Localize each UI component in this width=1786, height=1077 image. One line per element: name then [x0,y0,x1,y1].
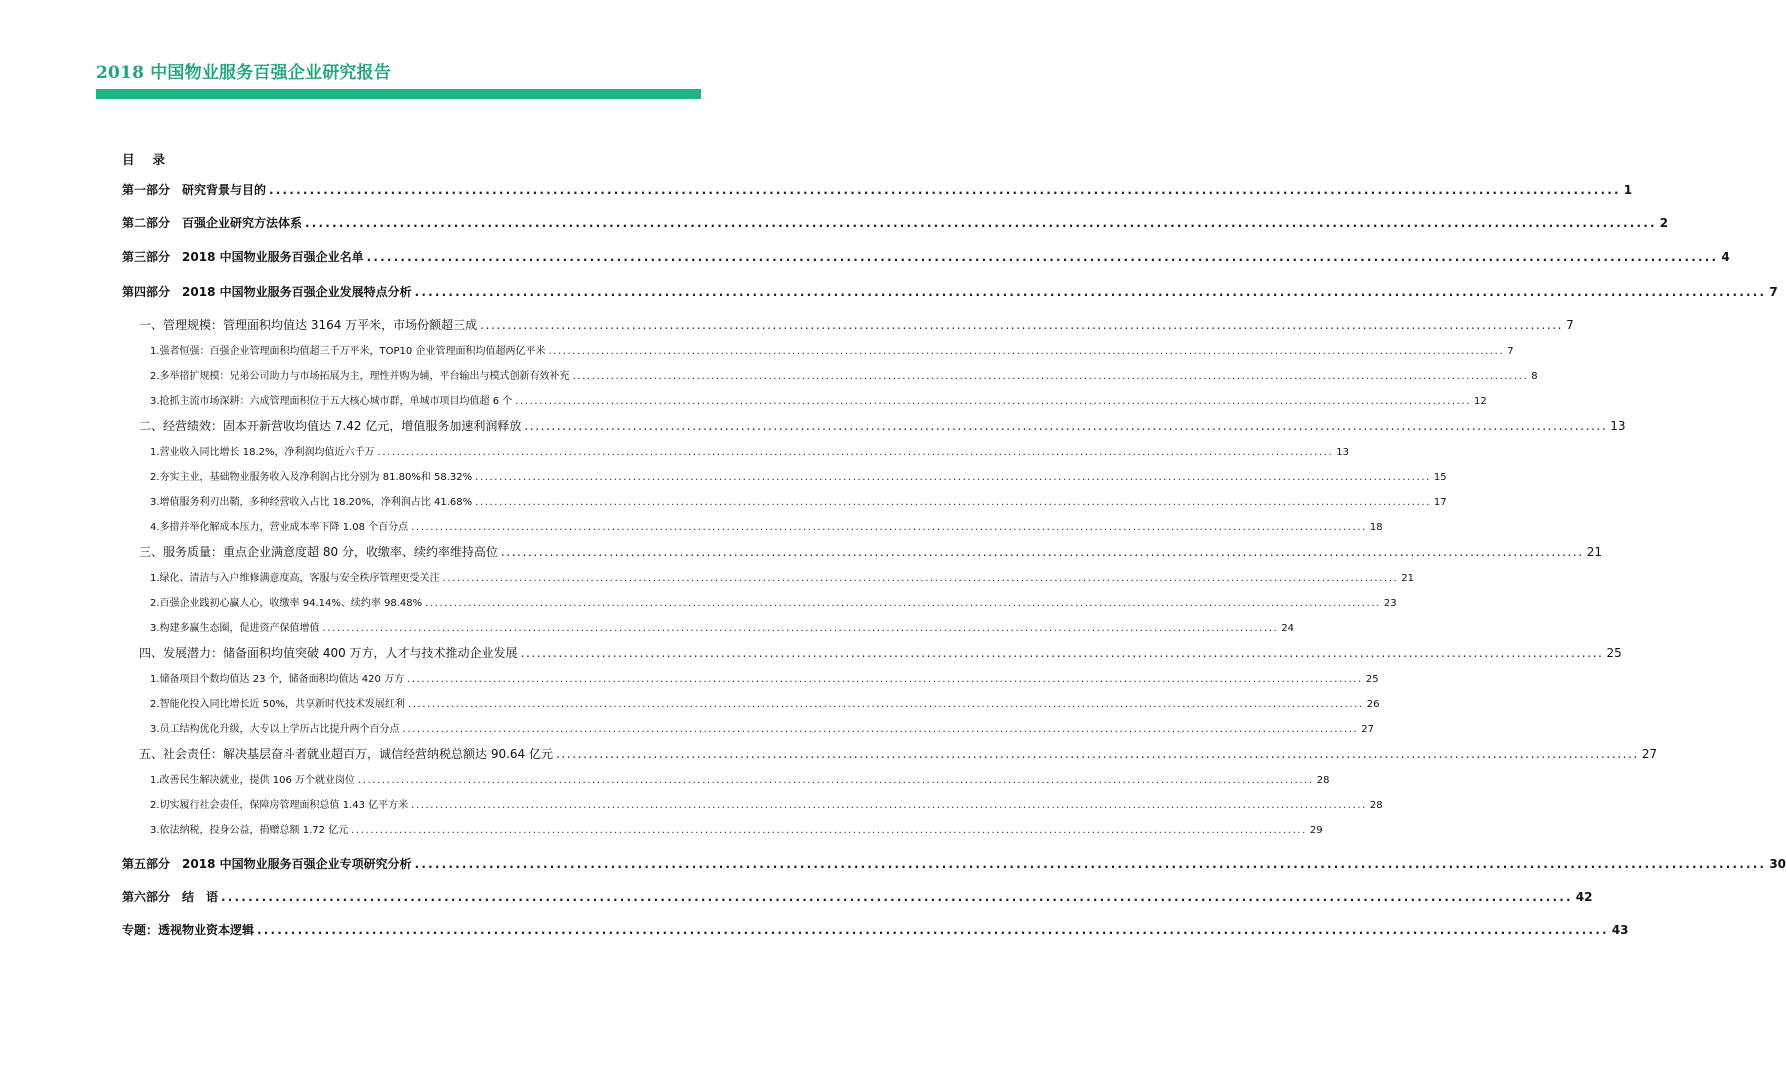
toc-entry-title [122,181,266,198]
toc-dot-leader: ........................................................................................................................................................................................................ [269,183,1621,197]
toc-entry-text: 专题：透视物业资本逻辑 [122,923,255,937]
toc-entry-title [122,855,412,872]
toc-entry-text: 2.智能化投入同比增长近 50%，共享新时代技术发展红利 [150,699,405,710]
toc-entry[interactable] [122,283,1778,300]
toc-page-number: 29 [1309,825,1323,836]
toc-dot-leader: ........................................................................................................................................................................................................ [402,724,1359,735]
toc-dot-leader: ........................................................................................................................................................................................................ [442,573,1399,584]
toc-entry-title [150,670,404,685]
toc-entry-text: 2.百强企业践初心赢人心，收缴率 94.14%、续约率 98.48% [150,598,423,609]
toc-page-number: 24 [1281,623,1295,634]
toc-page-number: 7 [1769,285,1778,299]
toc-entry-title [122,888,218,905]
toc-dot-leader: ........................................................................................................................................................................................................ [351,825,1307,836]
toc-entry-text: 1.储备项目个数均值达 23 个，储备面积均值达 420 万方 [150,674,405,685]
toc-entry-title [150,771,355,786]
toc-entry-part-label: 第六部分 [122,890,171,904]
toc-entry[interactable] [150,518,1383,533]
toc-entry[interactable] [150,670,1379,685]
toc-entry[interactable] [150,720,1375,735]
toc-entry[interactable] [150,771,1330,786]
toc-entry[interactable] [122,214,1669,231]
toc-page-number: 15 [1433,472,1447,483]
toc-entry-part-label: 第四部分 [122,285,171,299]
toc-page-number: 2 [1659,216,1669,230]
toc-entry-title [139,316,477,333]
toc-page-number: 17 [1433,497,1447,508]
toc-dot-leader: ........................................................................................................................................................................................................ [411,522,1367,533]
toc-entry[interactable] [150,392,1487,407]
toc-entry-title [122,248,364,265]
toc-entry[interactable] [122,248,1730,265]
toc-entry-text: 2018 中国物业服务百强企业专项研究分析 [182,857,412,871]
toc-dot-leader: ........................................................................................................................................................................................................ [500,545,1584,559]
toc-page-number: 8 [1531,371,1538,382]
toc-entry-text: 研究背景与目的 [182,183,267,197]
toc-entry[interactable] [150,695,1380,710]
toc-page-number: 23 [1383,598,1397,609]
toc-entry-text: 3.增值服务利刃出鞘，多种经营收入占比 18.20%，净利润占比 41.68% [150,497,473,508]
toc-entry[interactable] [150,594,1397,609]
toc-page-number: 27 [1641,747,1658,761]
toc-entry[interactable] [150,569,1415,584]
toc-entry-title [150,796,408,811]
toc-dot-leader: ........................................................................................................................................................................................................ [515,396,1472,407]
toc-dot-leader: ........................................................................................................................................................................................................ [414,857,1767,871]
toc-entry[interactable] [122,921,1629,938]
toc-entry-title [150,695,405,710]
toc-heading [122,150,165,168]
toc-page-number: 13 [1336,447,1349,458]
toc-page-number: 43 [1611,923,1629,937]
toc-entry-text: 三、服务质量：重点企业满意度超 80 分，收缴率、续约率维持高位 [139,545,498,559]
toc-page-number: 28 [1316,775,1330,786]
toc-entry-title [150,518,408,533]
toc-entry-title [150,594,422,609]
toc-entry[interactable] [150,796,1383,811]
toc-entry-title [150,392,512,407]
toc-dot-leader: ........................................................................................................................................................................................................ [425,598,1381,609]
toc-entry-text: 2018 中国物业服务百强企业名单 [182,250,364,264]
toc-page-number: 1 [1623,183,1633,197]
toc-dot-leader: ........................................................................................................................................................................................................ [407,674,1363,685]
toc-entry-part-label: 第五部分 [122,857,171,871]
toc-page-number: 7 [1566,318,1574,332]
toc-dot-leader: ........................................................................................................................................................................................................ [556,747,1639,761]
toc-dot-leader: ........................................................................................................................................................................................................ [548,346,1505,357]
toc-dot-leader: ........................................................................................................................................................................................................ [480,318,1564,332]
toc-page-number: 21 [1586,545,1603,559]
toc-entry[interactable] [139,417,1626,434]
toc-dot-leader: ........................................................................................................................................................................................................ [524,419,1608,433]
toc-entry-text: 3.构建多赢生态圈，促进资产保值增值 [150,623,320,634]
toc-entry-part-label: 第一部分 [122,183,171,197]
toc-page-number: 25 [1365,674,1379,685]
toc-entry[interactable] [150,493,1447,508]
toc-dot-leader: ........................................................................................................................................................................................................ [257,923,1609,937]
toc-entry-text: 1.营业收入同比增长 18.2%，净利润均值近六千万 [150,447,375,458]
toc-entry-text: 2.切实履行社会责任，保障房管理面积总值 1.43 亿平方米 [150,800,409,811]
toc-entry-text: 一、管理规模：管理面积均值达 3164 万平米，市场份额超三成 [139,318,478,332]
toc-entry[interactable] [139,644,1622,661]
toc-heading-char: 录 [152,152,166,167]
toc-page-number: 21 [1401,573,1415,584]
toc-entry-part-label: 第二部分 [122,216,171,230]
toc-entry-part-label: 第三部分 [122,250,171,264]
toc-entry-title [139,543,498,560]
toc-page-number: 25 [1606,646,1622,660]
toc-entry-title [150,367,570,382]
toc-entry-title [139,745,553,762]
toc-entry-text: 结 语 [182,890,219,904]
toc-dot-leader: ........................................................................................................................................................................................................ [475,472,1431,483]
toc-entry[interactable] [139,543,1603,560]
toc-entry-text: 3.员工结构优化升级，大专以上学历占比提升两个百分点 [150,724,400,735]
report-title: 2018 中国物业服务百强企业研究报告 [96,63,392,83]
toc-entry-text: 2018 中国物业服务百强企业发展特点分析 [182,285,412,299]
toc-entry-title [139,644,518,661]
toc-entry-title [150,468,472,483]
toc-entry[interactable] [122,855,1786,872]
toc-dot-leader: ........................................................................................................................................................................................................ [322,623,1279,634]
toc-dot-leader: ........................................................................................................................................................................................................ [305,216,1657,230]
toc-entry[interactable] [150,367,1538,382]
toc-page-number: 28 [1369,800,1383,811]
toc-entry-title [150,443,375,458]
toc-page-number: 4 [1721,250,1730,264]
toc-entry-title [150,342,545,357]
toc-entry-title [122,214,302,231]
toc-entry-text: 2.夯实主业，基础物业服务收入及净利润占比分别为 81.80%和 58.32% [150,472,473,483]
toc-entry-text: 2.多举措扩规模：兄弟公司助力与市场拓展为主，理性并购为辅，平台输出与模式创新有效补充 [150,371,570,382]
toc-entry-text: 3.依法纳税，投身公益，捐赠总额 1.72 亿元 [150,825,349,836]
toc-entry[interactable] [150,619,1295,634]
toc-entry-text: 1.强者恒强：百强企业管理面积均值超三千万平米，TOP10 企业管理面积均值超两亿平米 [150,346,546,357]
toc-entry-title [139,417,521,434]
toc-dot-leader: ........................................................................................................................................................................................................ [407,699,1364,710]
toc-entry-text: 五、社会责任：解决基层奋斗者就业超百万，诚信经营纳税总额达 90.64 亿元 [139,747,553,761]
toc-entry[interactable] [150,342,1514,357]
toc-entry-title [150,569,440,584]
toc-entry[interactable] [122,888,1593,905]
toc-entry-text: 四、发展潜力：储备面积均值突破 400 万方，人才与技术推动企业发展 [139,646,518,660]
toc-dot-leader: ........................................................................................................................................................................................................ [475,497,1431,508]
toc-entry[interactable] [150,821,1323,836]
toc-page-number: 30 [1769,857,1786,871]
toc-entry-text: 二、经营绩效：固本开新营收均值达 7.42 亿元，增值服务加速利润释放 [139,419,522,433]
toc-entry-title [150,619,320,634]
toc-entry-title [122,921,254,938]
toc-dot-leader: ........................................................................................................................................................................................................ [520,646,1604,660]
toc-page-number: 42 [1575,890,1593,904]
toc-entry[interactable] [139,745,1658,762]
toc-entry-text: 3.抢抓主流市场深耕：六成管理面积位于五大核心城市群，单城市项目均值超 6 个 [150,396,513,407]
toc-page-number: 18 [1369,522,1383,533]
toc-dot-leader: ........................................................................................................................................................................................................ [366,250,1719,264]
toc-dot-leader: ........................................................................................................................................................................................................ [572,371,1529,382]
toc-page-number: 26 [1366,699,1380,710]
toc-dot-leader: ........................................................................................................................................................................................................ [411,800,1367,811]
toc-dot-leader: ........................................................................................................................................................................................................ [358,775,1314,786]
toc-entry[interactable] [122,181,1633,198]
toc-entry[interactable] [150,443,1349,458]
toc-entry-text: 4.多措并举化解成本压力，营业成本率下降 1.08 个百分点 [150,522,409,533]
toc-entry-text: 百强企业研究方法体系 [182,216,303,230]
toc-entry-title [150,821,348,836]
toc-page-number: 27 [1361,724,1375,735]
toc-dot-leader: ........................................................................................................................................................................................................ [221,890,1573,904]
toc-entry[interactable] [150,468,1447,483]
toc-entry-text: 1.绿化、清洁与入户维修满意度高，客服与安全秩序管理更受关注 [150,573,440,584]
toc-page-number: 7 [1507,346,1514,357]
toc-dot-leader: ........................................................................................................................................................................................................ [377,447,1334,458]
toc-entry-title [122,283,412,300]
toc-dot-leader: ........................................................................................................................................................................................................ [414,285,1767,299]
toc-page-number: 12 [1474,396,1487,407]
toc-entry-text: 1.改善民生解决就业，提供 106 万个就业岗位 [150,775,355,786]
toc-page-number: 13 [1610,419,1626,433]
toc-entry[interactable] [139,316,1574,333]
toc-entry-title [150,720,400,735]
toc-heading-char: 目 [122,152,135,167]
header-accent-bar [96,89,701,99]
toc-entry-title [150,493,472,508]
